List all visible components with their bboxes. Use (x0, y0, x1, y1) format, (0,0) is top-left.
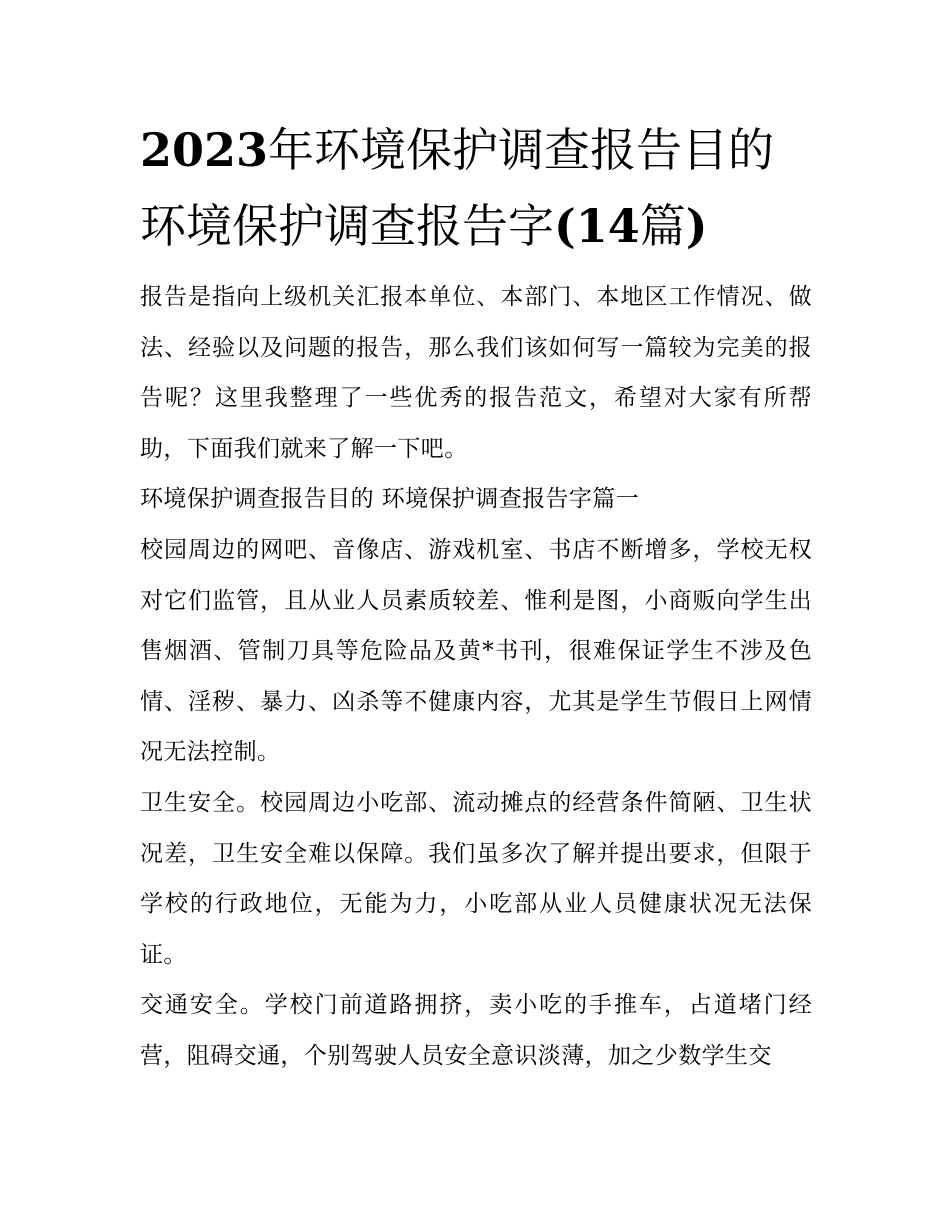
title-count-open: (14 (554, 199, 640, 253)
document-title (140, 112, 812, 264)
title-line-2 (140, 188, 812, 264)
document-body (140, 112, 812, 1082)
title-line-2-text: 环境保护调查报告字 (140, 199, 554, 253)
title-count-close: ) (685, 199, 708, 253)
title-line-1 (140, 112, 812, 188)
body-paragraph: 校园周边的网吧、音像店、游戏机室、书店不断增多，学校无权对它们监管，且从业人员素质较差、惟利是图，小商贩向学生出售烟酒、管制刀具等危险品及黄*书刊，很难保证学生不涉及色情、淫秽、暴力、凶杀等不健康内容，尤其是学生节假日上网情况无法控制。 (140, 536, 812, 766)
title-year: 2023 (140, 123, 269, 177)
section-heading: 环境保护调查报告目的 环境保护调查报告字篇一 (140, 486, 640, 513)
body-paragraph: 卫生安全。校园周边小吃部、流动摊点的经营条件简陋、卫生状况差，卫生安全难以保障。我们虽多次了解并提出要求，但限于学校的行政地位，无能为力，小吃部从业人员健康状况无法保证。 (140, 789, 812, 968)
intro-paragraph: 报告是指向上级机关汇报本单位、本部门、本地区工作情况、做法、经验以及问题的报告，那么我们该如何写一篇较为完美的报告呢？这里我整理了一些优秀的报告范文，希望对大家有所帮助，下面我们就来了解一下吧。 (140, 284, 812, 462)
title-count-unit: 篇 (639, 199, 686, 253)
title-line-1-text: 年环境保护调查报告目的 (268, 123, 775, 177)
body-paragraph: 交通安全。学校门前道路拥挤，卖小吃的手推车，占道堵门经营，阻碍交通，个别驾驶人员安全意识淡薄，加之少数学生交 (140, 992, 812, 1069)
